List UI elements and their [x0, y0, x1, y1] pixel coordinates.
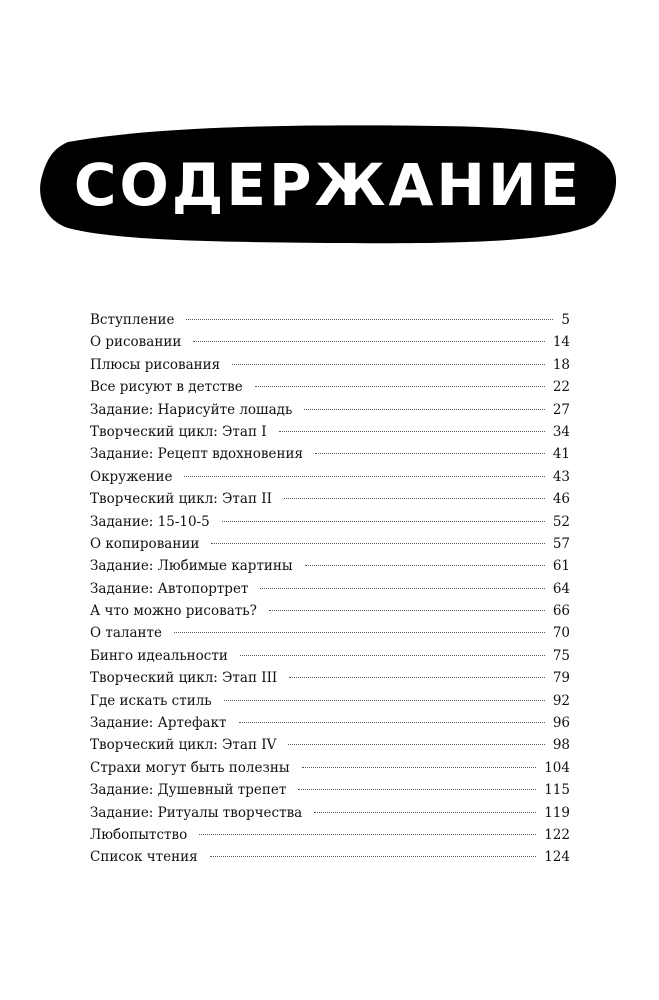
dot-leader — [239, 722, 545, 723]
toc-entry[interactable] — [90, 824, 570, 846]
toc-page-number: 70 — [552, 625, 570, 642]
toc-page-number: 66 — [552, 603, 570, 620]
dot-leader — [174, 632, 545, 633]
toc-entry-title: Страхи могут быть полезны — [90, 759, 290, 776]
dot-leader — [222, 521, 545, 522]
toc-entry[interactable] — [90, 309, 570, 331]
toc-page-number: 96 — [552, 715, 570, 732]
toc-entry-title: Задание: Артефакт — [90, 715, 227, 732]
toc-entry-title: Задание: Рецепт вдохновения — [90, 446, 304, 463]
title-banner — [38, 120, 618, 248]
toc-page-number: 46 — [552, 491, 570, 508]
toc-entry-title: Творческий цикл: Этап I — [90, 423, 267, 440]
dot-leader — [224, 700, 545, 701]
toc-entry[interactable] — [90, 376, 570, 398]
toc-entry[interactable] — [90, 466, 570, 488]
toc-entry-title: Задание: Душевный трепет — [90, 782, 287, 799]
toc-page-number: 57 — [552, 535, 570, 552]
dot-leader — [186, 319, 553, 320]
toc-entry-title: Любопытство — [90, 826, 188, 843]
toc-entry[interactable] — [90, 757, 570, 779]
toc-entry-title: Творческий цикл: Этап IV — [90, 737, 277, 754]
toc-entry-title: Задание: Любимые картины — [90, 558, 293, 575]
dot-leader — [304, 409, 544, 410]
toc-entry-title: О копировании — [90, 535, 200, 552]
dot-leader — [232, 364, 545, 365]
table-of-contents — [90, 309, 570, 869]
toc-page-number: 115 — [544, 782, 570, 799]
toc-entry[interactable] — [90, 712, 570, 734]
toc-page-number: 122 — [544, 826, 570, 843]
toc-entry[interactable] — [90, 443, 570, 465]
dot-leader — [199, 834, 536, 835]
dot-leader — [269, 610, 545, 611]
toc-page-number: 92 — [552, 692, 570, 709]
toc-entry-title: Задание: Ритуалы творчества — [90, 804, 303, 821]
toc-entry[interactable] — [90, 578, 570, 600]
toc-entry[interactable] — [90, 399, 570, 421]
toc-entry[interactable] — [90, 779, 570, 801]
toc-entry[interactable] — [90, 734, 570, 756]
toc-entry[interactable] — [90, 511, 570, 533]
dot-leader — [315, 453, 545, 454]
toc-entry-title: О рисовании — [90, 334, 182, 351]
toc-entry-title: Плюсы рисования — [90, 356, 221, 373]
toc-entry-title: О таланте — [90, 625, 162, 642]
toc-page-number: 34 — [552, 423, 570, 440]
toc-page-number: 27 — [552, 401, 570, 418]
toc-entry-title: Вступление — [90, 312, 175, 328]
toc-page-number: 43 — [552, 468, 570, 485]
toc-entry[interactable] — [90, 600, 570, 622]
toc-entry[interactable] — [90, 421, 570, 443]
toc-entry-title: Творческий цикл: Этап III — [90, 670, 278, 687]
toc-entry[interactable] — [90, 555, 570, 577]
toc-page-number: 64 — [552, 580, 570, 597]
toc-page-number: 18 — [552, 356, 570, 373]
dot-leader — [193, 341, 544, 342]
dot-leader — [240, 655, 545, 656]
toc-page-number: 52 — [552, 513, 570, 530]
toc-entry-title: А что можно рисовать? — [90, 603, 257, 620]
dot-leader — [302, 767, 537, 768]
toc-page-number: 41 — [552, 446, 570, 463]
dot-leader — [314, 812, 536, 813]
toc-page-number: 14 — [552, 334, 570, 351]
toc-page-number: 119 — [544, 804, 570, 821]
dot-leader — [184, 476, 544, 477]
toc-entry-title: Бинго идеальности — [90, 647, 228, 664]
toc-entry[interactable] — [90, 645, 570, 667]
toc-page-number: 98 — [552, 737, 570, 754]
toc-entry[interactable] — [90, 667, 570, 689]
toc-entry[interactable] — [90, 622, 570, 644]
toc-entry[interactable] — [90, 846, 570, 868]
toc-page-number: 124 — [544, 849, 570, 866]
dot-leader — [298, 789, 536, 790]
toc-entry-title: Все рисуют в детстве — [90, 379, 243, 396]
dot-leader — [210, 856, 537, 857]
dot-leader — [279, 431, 545, 432]
toc-page-number: 79 — [552, 670, 570, 687]
dot-leader — [211, 543, 544, 544]
toc-entry-title: Творческий цикл: Этап II — [90, 491, 272, 508]
toc-entry-title: Задание: Автопортрет — [90, 580, 249, 597]
toc-entry[interactable] — [90, 533, 570, 555]
dot-leader — [305, 565, 545, 566]
toc-entry-title: Задание: Нарисуйте лошадь — [90, 401, 293, 418]
toc-entry-title: Где искать стиль — [90, 692, 212, 709]
page-title: СОДЕРЖАНИЕ — [73, 151, 583, 219]
toc-entry[interactable] — [90, 354, 570, 376]
toc-entry[interactable] — [90, 331, 570, 353]
dot-leader — [288, 744, 544, 745]
toc-page-number: 104 — [544, 759, 570, 776]
dot-leader — [289, 677, 545, 678]
toc-page-number: 75 — [552, 647, 570, 664]
dot-leader — [284, 498, 545, 499]
dot-leader — [255, 386, 545, 387]
toc-entry-title: Окружение — [90, 468, 173, 485]
toc-entry-title: Список чтения — [90, 849, 198, 866]
toc-entry[interactable] — [90, 488, 570, 510]
toc-page-number: 61 — [552, 558, 570, 575]
toc-entry[interactable] — [90, 690, 570, 712]
toc-entry-title: Задание: 15-10-5 — [90, 513, 210, 530]
toc-entry[interactable] — [90, 802, 570, 824]
toc-page-number: 5 — [561, 312, 570, 328]
toc-page-number: 22 — [552, 379, 570, 396]
dot-leader — [260, 588, 544, 589]
